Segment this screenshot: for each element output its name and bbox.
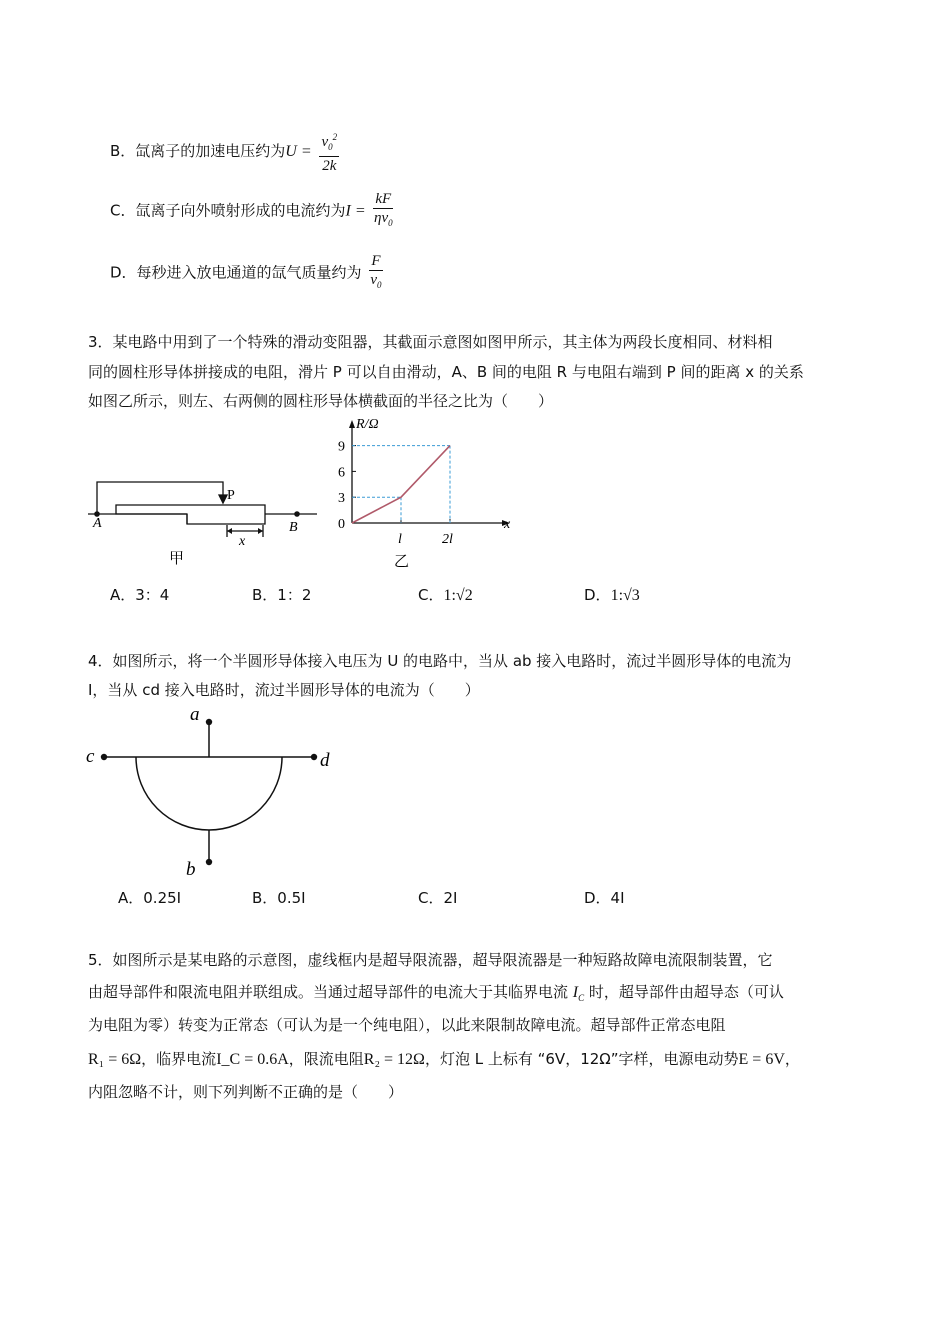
- q3-option-d-prefix: D．: [584, 586, 611, 604]
- q2-option-d-text: D．每秒进入放电通道的氙气质量约为: [110, 263, 362, 282]
- q5-r2-value: R₂ = 12Ω: [363, 1051, 425, 1068]
- q2-option-d-num: F: [371, 253, 381, 269]
- q3-figure-jia: [85, 475, 325, 570]
- caption-yi: 乙: [394, 554, 410, 570]
- q5-line-4b: ，限流电阻: [288, 1050, 364, 1068]
- q5-line-2: [88, 982, 784, 1008]
- q4-option-b: B．0.5I: [252, 889, 306, 907]
- origin-label: 0: [338, 517, 345, 532]
- label-x: x: [239, 534, 246, 549]
- y-tick-label: 6: [338, 465, 345, 481]
- slider-arrow: [219, 495, 227, 503]
- q2-option-b-fraction: [319, 128, 339, 175]
- q5-line-2b: 时，超导部件由超导态（可认: [588, 983, 784, 1001]
- q4-option-d: D．4I: [584, 889, 625, 907]
- q2-option-b-text: B．氙离子的加速电压约为: [110, 142, 286, 160]
- q2-option-b-num-sup: 2: [332, 132, 338, 142]
- q5-line-5: 内阻忽略不计，则下列判断不正确的是（ ）: [88, 1083, 404, 1101]
- y-tick-label: 3: [338, 491, 345, 507]
- q5-ic-symbol: $I_C$: [572, 984, 585, 1004]
- q5-line-4d: ，: [784, 1050, 800, 1068]
- q4-option-a: A．0.25I: [118, 889, 182, 907]
- q3-chart-yi: [330, 412, 520, 572]
- q5-line-1: 5．如图所示是某电路的示意图，虚线框内是超导限流器，超导限流器是一种短路故障电流限制装置，它: [88, 951, 773, 969]
- q5-ic-value: I_C = 0.6A: [216, 1051, 289, 1068]
- q3-option-d-math: 1:√3: [610, 587, 640, 604]
- label-d: d: [320, 750, 330, 771]
- x-axis-label: x: [504, 517, 511, 532]
- q2-option-d-den: v: [370, 272, 378, 288]
- q2-option-c-den: ηv: [374, 210, 389, 226]
- terminal-d-dot: [311, 754, 317, 760]
- y-axis-arrow: [349, 420, 355, 428]
- q5-line-3: 为电阻为零）转变为正常态（可认为是一个纯电阻），以此来限制故障电流。超导部件正常态电阻: [88, 1016, 726, 1034]
- q3-option-c-math: 1:√2: [443, 587, 473, 604]
- q5-line-4c: ，灯泡 L 上标有 “6V，12Ω”字样，电源电动势: [424, 1050, 739, 1068]
- q3-option-b: B．1：2: [252, 586, 312, 604]
- q2-option-b-num: v: [321, 134, 329, 150]
- terminal-b-dot: [294, 511, 300, 517]
- q2-option-b-lhs: U =: [285, 143, 312, 160]
- semicircle-conductor: [136, 757, 282, 830]
- caption-jia: 甲: [169, 551, 185, 567]
- q3-option-d: [584, 585, 640, 606]
- terminal-b-dot: [206, 859, 212, 865]
- q3-line-1: 3．某电路中用到了一个特殊的滑动变阻器，其截面示意图如图甲所示，其主体为两段长度相同、材料相: [88, 333, 773, 351]
- q4-semicircle-figure: [82, 700, 342, 880]
- label-b: b: [186, 859, 196, 880]
- q2-option-c-num: kF: [375, 191, 392, 207]
- q3-option-c: [418, 585, 473, 606]
- q2-option-d-fraction: [369, 252, 382, 294]
- q2-option-c-text: C．氙离子向外喷射形成的电流约为: [110, 201, 346, 220]
- q2-option-b: [110, 128, 342, 175]
- label-p: P: [227, 488, 235, 503]
- label-c: c: [86, 746, 95, 767]
- x-tick-label: 2l: [442, 532, 453, 547]
- q4-option-c: C．2I: [418, 889, 458, 907]
- q5-line-2a: 由超导部件和限流电阻并联组成。当通过超导部件的电流大于其临界电流: [88, 983, 569, 1001]
- terminal-a-dot: [206, 719, 212, 725]
- label-b: B: [289, 520, 298, 535]
- q3-line-3: 如图乙所示，则左、右两侧的圆柱形导体横截面的半径之比为（ ）: [88, 392, 554, 410]
- label-a: a: [190, 704, 200, 725]
- series-line: [352, 446, 450, 523]
- q2-option-d-den-sub: 0: [377, 280, 382, 290]
- q3-option-a: A．3：4: [110, 586, 170, 604]
- q5-r1-value: R₁ = 6Ω: [88, 1051, 142, 1068]
- q2-option-c-den-sub: 0: [388, 218, 393, 228]
- q4-line-2: I，当从 cd 接入电路时，流过半圆形导体的电流为（ ）: [88, 681, 480, 699]
- q2-option-b-den: 2k: [322, 158, 337, 174]
- q5-emf-value: E = 6V: [738, 1051, 785, 1068]
- q5-line-4: [88, 1049, 800, 1070]
- y-tick-label: 9: [338, 439, 345, 455]
- q4-line-1: 4．如图所示，将一个半圆形导体接入电压为 U 的电路中，当从 ab 接入电路时，流过半圆形导体的电流为: [88, 652, 792, 670]
- y-axis-label: R/Ω: [356, 417, 379, 432]
- q3-option-c-prefix: C．: [418, 586, 444, 604]
- x-tick-label: l: [398, 532, 402, 547]
- q2-option-c-lhs: I =: [345, 202, 366, 220]
- label-a: A: [93, 516, 102, 531]
- q2-option-c: [110, 190, 396, 232]
- q2-option-c-fraction: [373, 190, 393, 232]
- q3-line-2: 同的圆柱形导体拼接成的电阻，滑片 P 可以自由滑动，A、B 间的电阻 R 与电阻右端到 P 间的距离 x 的关系: [88, 363, 804, 381]
- q5-line-4a: ，临界电流: [141, 1050, 217, 1068]
- q2-option-d: [110, 252, 386, 294]
- q2-option-b-num-sub: 0: [328, 142, 333, 152]
- terminal-c-dot: [101, 754, 107, 760]
